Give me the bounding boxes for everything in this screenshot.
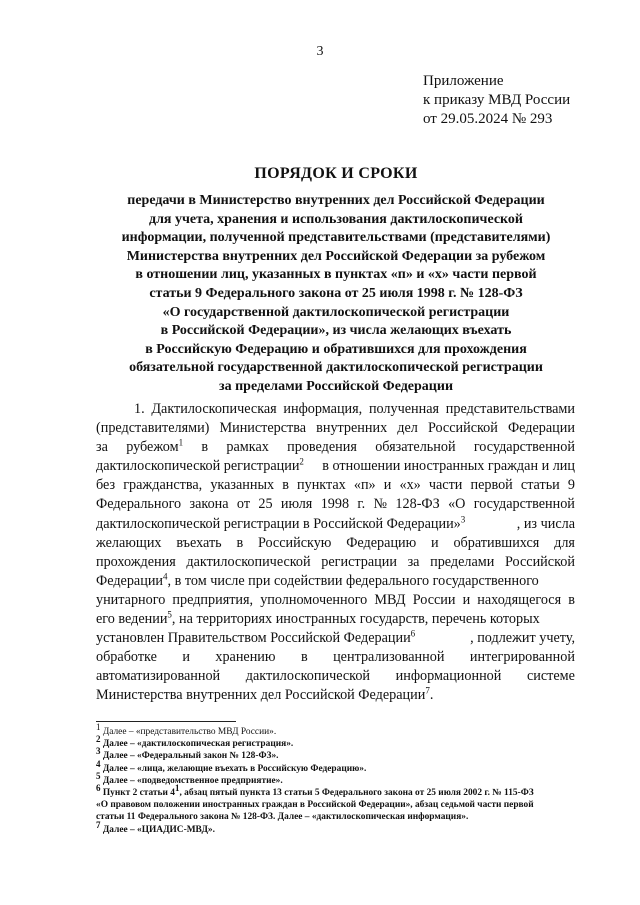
word: России: [412, 591, 456, 608]
title-block: [96, 164, 576, 397]
subtitle-line: в Российской Федерации», из числа желающих въехать: [160, 323, 512, 339]
word: от: [236, 496, 251, 513]
word: Федерацию: [346, 534, 417, 551]
word: гражданства,: [123, 477, 203, 494]
word: государственной: [473, 496, 575, 513]
text-with-footnote: Министерства внутренних дел Российской Федерации$^7$.: [96, 685, 434, 704]
word: Российскую: [257, 534, 332, 551]
word: въехать: [176, 534, 222, 551]
word: статьи: [520, 477, 560, 494]
word: предприятия,: [172, 591, 254, 608]
text-with-footnote: Федерации$^4$, в том числе при содействии федерального государственного: [96, 571, 539, 589]
page-number: 3: [316, 44, 324, 59]
word: информация,: [283, 401, 363, 417]
word: обработке: [96, 649, 157, 666]
appendix-line: от 29.05.2024 № 293: [423, 111, 553, 127]
paragraph-line: [96, 667, 575, 686]
word: для: [554, 534, 575, 551]
document-title: ПОРЯДОК И СРОКИ: [254, 165, 418, 182]
word: информационной: [395, 668, 502, 685]
footnotes: [96, 721, 575, 836]
word: «х»: [399, 477, 421, 494]
paragraph-line: [96, 648, 575, 667]
subtitle-line: за пределами Российской Федерации: [218, 378, 454, 394]
paragraph-1: [96, 400, 575, 706]
word: Министерства: [219, 420, 307, 437]
footnote-6-cont: «О правовом положении иностранных граждан в Российской Федерации», абзац седьмой части первой: [96, 800, 534, 811]
word: Дактилоскопическая: [151, 401, 277, 417]
word: 25: [258, 496, 273, 513]
footnote-7: $^7$ Далее – «ЦИАДИС-МВД».: [96, 819, 215, 835]
word: без: [96, 477, 116, 494]
word: уполномоченного: [260, 591, 368, 608]
word: 1.: [134, 401, 145, 417]
word: интегрированной: [469, 649, 575, 666]
word: указанных: [210, 477, 275, 494]
word: первой: [470, 477, 513, 494]
word: пунктах: [297, 477, 346, 494]
text: в отношении иностранных граждан и лиц: [322, 458, 575, 475]
word: 128-ФЗ: [395, 496, 440, 513]
word: части: [428, 477, 463, 494]
word: желающих: [96, 534, 162, 551]
word: системе: [527, 668, 575, 685]
text-with-footnote: его ведении$^5$, на территориях иностранных государств, перечень которых: [96, 609, 540, 628]
word: МВД: [374, 591, 406, 608]
word: централизованной: [333, 649, 445, 666]
word: прохождения: [96, 553, 176, 570]
word: за: [96, 439, 108, 456]
word: (представителями): [96, 420, 210, 437]
footnote-6-cont: статьи 11 Федерального закона № 128-ФЗ. Далее – «дактилоскопическая информация».: [96, 812, 469, 823]
footnote-separator: [96, 721, 236, 722]
paragraph-line: [96, 438, 575, 457]
footnote-ref: 4: [163, 571, 168, 582]
word: проведения: [287, 439, 357, 456]
footnote-ref: 6: [410, 628, 416, 639]
paragraph-line: [96, 629, 575, 648]
word: и: [383, 477, 392, 494]
paragraph-line: [96, 457, 575, 476]
text-with-footnote: дактилоскопической регистрации$^2$: [96, 456, 304, 475]
word: «п»: [353, 477, 376, 494]
subtitle-line: обязательной государственной дактилоскопической регистрации: [129, 360, 543, 376]
word: г.: [357, 496, 366, 513]
footnote-1: $^1$ Далее – «представительство МВД России».: [96, 721, 277, 737]
subtitle-line: «О государственной дактилоскопической регистрации: [162, 304, 510, 320]
footnote-ref: 1: [178, 437, 184, 448]
word: унитарного: [96, 591, 166, 608]
text-with-footnote: дактилоскопической регистрации в Российской Федерации»$^3$: [96, 513, 466, 532]
paragraph-line: [96, 610, 575, 629]
word: закона: [189, 496, 229, 513]
word: Федерации: [507, 420, 575, 437]
subtitle-line: Министерства внутренних дел Российской Федерации за рубежом: [126, 248, 546, 264]
word: хранению: [215, 649, 276, 666]
word: Федерального: [96, 496, 182, 513]
subtitle-line: статьи 9 Федерального закона от 25 июля 1998 г. № 128-ФЗ: [149, 285, 523, 301]
word: полученная: [368, 401, 440, 417]
footnote-ref: 3: [460, 513, 466, 524]
subtitle-line: для учета, хранения и использования дактилоскопической: [148, 211, 523, 227]
document-subtitle: [96, 192, 576, 397]
paragraph-line: [96, 591, 575, 610]
footnote-ref: 5: [167, 609, 172, 620]
word-with-footnote: рубежом$^1$: [126, 437, 184, 456]
subtitle-line: передачи в Министерство внутренних дел Российской Федерации: [127, 193, 545, 208]
paragraph-line: [96, 534, 575, 553]
paragraph-line: [96, 553, 575, 572]
word: государственной: [473, 439, 575, 456]
footnote-2: $^2$ Далее – «дактилоскопическая регистрация».: [96, 734, 294, 750]
word: пределами: [430, 553, 495, 570]
word: находящегося: [477, 591, 562, 608]
paragraph-line: [96, 476, 575, 495]
word: №: [373, 496, 388, 513]
word: и: [431, 534, 439, 551]
word: в: [201, 439, 209, 456]
word: обратившихся: [453, 534, 540, 551]
subtitle-line: информации, полученной представительствами (представителями): [121, 230, 551, 246]
word: 9: [567, 477, 575, 494]
text: , подлежит учету,: [470, 630, 575, 647]
paragraph-line: [96, 495, 575, 514]
word: дел: [397, 420, 418, 437]
paragraph-line: [96, 515, 575, 534]
word: 1998: [320, 496, 350, 513]
appendix-header: [423, 72, 570, 129]
text-with-footnote: установлен Правительством Российской Федерации$^6$: [96, 628, 416, 647]
word: в: [282, 477, 289, 494]
footnote-6: $^6$ Пункт 2 статьи $4^1$, абзац пятый пункта 13 статьи 5 Федерального закона от 25 июля 2002 г. № 115-ФЗ: [96, 782, 534, 799]
word: июля: [280, 496, 313, 513]
footnote-3: $^3$ Далее – «Федеральный закон № 128-ФЗ».: [96, 746, 279, 762]
word: регистрации: [321, 553, 397, 570]
word: в: [300, 649, 308, 666]
footnote-5: $^5$ Далее – «подведомственное предприятие».: [96, 770, 283, 786]
paragraph-line: [96, 419, 575, 438]
word: рамках: [226, 439, 269, 456]
text: , из числа: [516, 515, 575, 532]
word: в: [568, 591, 575, 608]
appendix-line: Приложение: [423, 73, 504, 89]
appendix-line: к приказу МВД России: [423, 92, 571, 108]
word: за: [407, 553, 420, 570]
paragraph-line: [96, 400, 575, 419]
word: дактилоскопической: [186, 553, 311, 570]
subtitle-line: в Российскую Федерацию и обратившихся для прохождения: [145, 341, 527, 357]
word: дактилоскопической: [245, 668, 371, 685]
word: Российской: [427, 420, 498, 437]
word: в: [236, 534, 244, 551]
footnote-4: $^4$ Далее – «лица, желающие въехать в Российскую Федерацию».: [96, 758, 367, 774]
word: представительствами: [445, 401, 575, 417]
word: Российской: [505, 553, 575, 570]
footnote-ref: 2: [299, 456, 304, 467]
paragraph-line: [96, 686, 575, 705]
subtitle-line: в отношении лиц, указанных в пунктах «п» и «х» части первой: [135, 267, 537, 283]
footnote-ref: 7: [425, 685, 430, 696]
word: внутренних: [316, 420, 388, 437]
paragraph-line: [96, 572, 575, 591]
word: автоматизированной: [96, 668, 221, 685]
word: и: [182, 649, 190, 666]
word: обязательной: [375, 439, 456, 456]
word: и: [462, 591, 471, 608]
word: «О: [448, 496, 466, 513]
